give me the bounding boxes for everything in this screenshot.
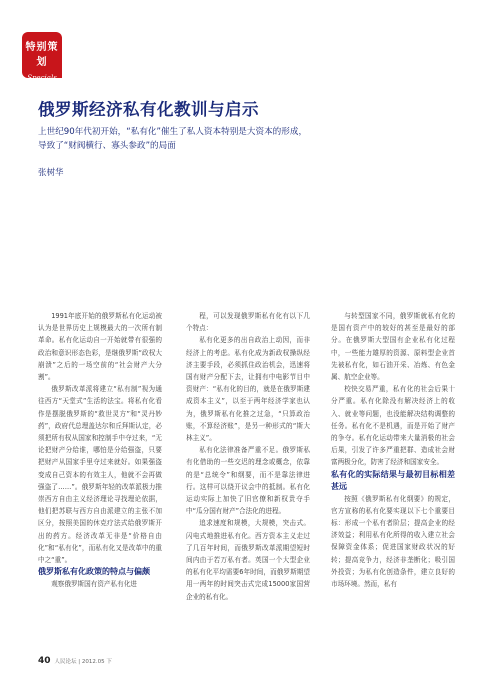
paragraph: 私有化更多的出自政治上动因，而非经济上的考虑。私有化成为新政权操纵经济主要手段，必须抓住政治机会，迅速将国有财产分配下去，让拥有中电影节目中资财产：“私有化的目的，就是在俄罗斯建成资本主义”，以至于两年经济学家也认为，俄罗斯私有化推之过急，“只算政治账，不算经济账”，是另一种形式的“斯大林主义”。: [186, 336, 310, 443]
paragraph: 观察俄罗斯国有资产私有化进: [51, 580, 137, 589]
text-column-3: [331, 310, 455, 590]
paragraph: 追求速度和规模，大规模，突击式。闪电式地推进私有化。西方资本主义走过了几百年时间，而俄罗斯改革派期望短时间内由于若万私有者。英国一个大型企业的私有化平均需要6年时间，而俄罗斯期望用一两年的时间突击式完成15000家国营企业的私有化。: [186, 519, 310, 601]
article-title: 俄罗斯经济私有化教训与启示: [38, 100, 259, 119]
paragraph: 程，可以发现俄罗斯私有化有以下几个特点：: [186, 312, 310, 333]
text-column-1: [38, 310, 162, 590]
paragraph: 按照《俄罗斯私有化纲要》的规定，官方宣称的私有化要实现以下七个重要目标：形成一个私有者阶层；提高企业的经济效益；利用私有化所得的收入建立社会保障资金体系；促进国家财政状况的好转；提高竞争力，经济非垄断化；吸引国外投资；为私有化创造条件，建立良好的市场环境。然而，私有: [331, 494, 455, 589]
text-column-2: [186, 310, 310, 603]
page-number: 40: [38, 656, 51, 666]
paragraph: 1991年底开始的俄罗斯私有化运动被认为是世界历史上规模最大的一次所有制革命。私有化运动自一开始就带有很强的政治和意识形态色彩，是继俄罗斯“政权大崩溃”之后的一场空前的“社会财产大分割”。: [38, 312, 162, 382]
journal-name: 人民论坛 | 2012.05 下: [54, 659, 112, 665]
section-badge-english: Specials: [27, 74, 57, 82]
section-heading: 私有化的实际结果与最初目标相差甚远: [331, 469, 455, 491]
paragraph: 与转型国家不同，俄罗斯就私有化的是国有资产中的较好的甚至是最好的部分。在俄罗斯大型国有企业私有化过程中，一些能力雄厚的资源、原料型企业首先被私有化，如石油开采、冶炼、有色金属、航空企业等。: [331, 312, 455, 382]
section-badge: [22, 32, 62, 82]
section-heading: 俄罗斯私有化政策的特点与偏颇: [38, 567, 150, 577]
paragraph: 俄罗斯改革派将建立“私有制”视为通往西方“天堂式”生活的法宝。将私有化看作是摆脱俄罗斯的“救世灵方”和“灵丹妙药”，政府代总理盖达尔和丘拜斯认定，必须把所有权从国家和控制手中夺过来，“无论把财产分给谁，哪怕是分给强盗，只要把财产从国家手里夺过来就好。如果强盗变成自己资本的有效主人，他就不会再做强盗了……”。俄罗斯年轻的改革派极力推崇西方自由主义经济理论寻找理论依据，他们把苏联与西方自由派建立的主张不加区分，按照美国的休克疗法式给俄罗斯开出的药方。经济改革无非是“价格自由化”和“私有化”，而私有化又是改革中的重中之“重”。: [38, 385, 162, 565]
paragraph: 校快交易严重，私有化的社会后果十分严重。私有化除没有解决经济上的收入、就业等问题，也没能解决结构调整的任务。私有化不是机遇，而是开始了财产的争夺。私有化运动带来大量消极的社会后果，引发了许多严重把群、造成社会财富两极分化，防害了经济和国家安全。: [331, 385, 455, 467]
section-badge-label: 特别策划: [25, 42, 59, 68]
paragraph: 私有化法律准备严重不足。俄罗斯私有化借助的一些交迟的理念或概念，依靠的是“总统令”和纲要，而不是靠法律进行。这样可以绕开议会中的抵制。私有化运动实际上加快了旧官僚和新权贵夺手中“瓜分国有财产”合法化的进程。: [186, 446, 310, 516]
page-footer: [38, 656, 112, 666]
article-deck: 上世纪90年代初开始，“私有化”催生了私人资本特别是大资本的形成，导致了“财阀横行、寡头参政”的局面: [38, 127, 308, 151]
article-author: 张树华: [38, 168, 64, 178]
